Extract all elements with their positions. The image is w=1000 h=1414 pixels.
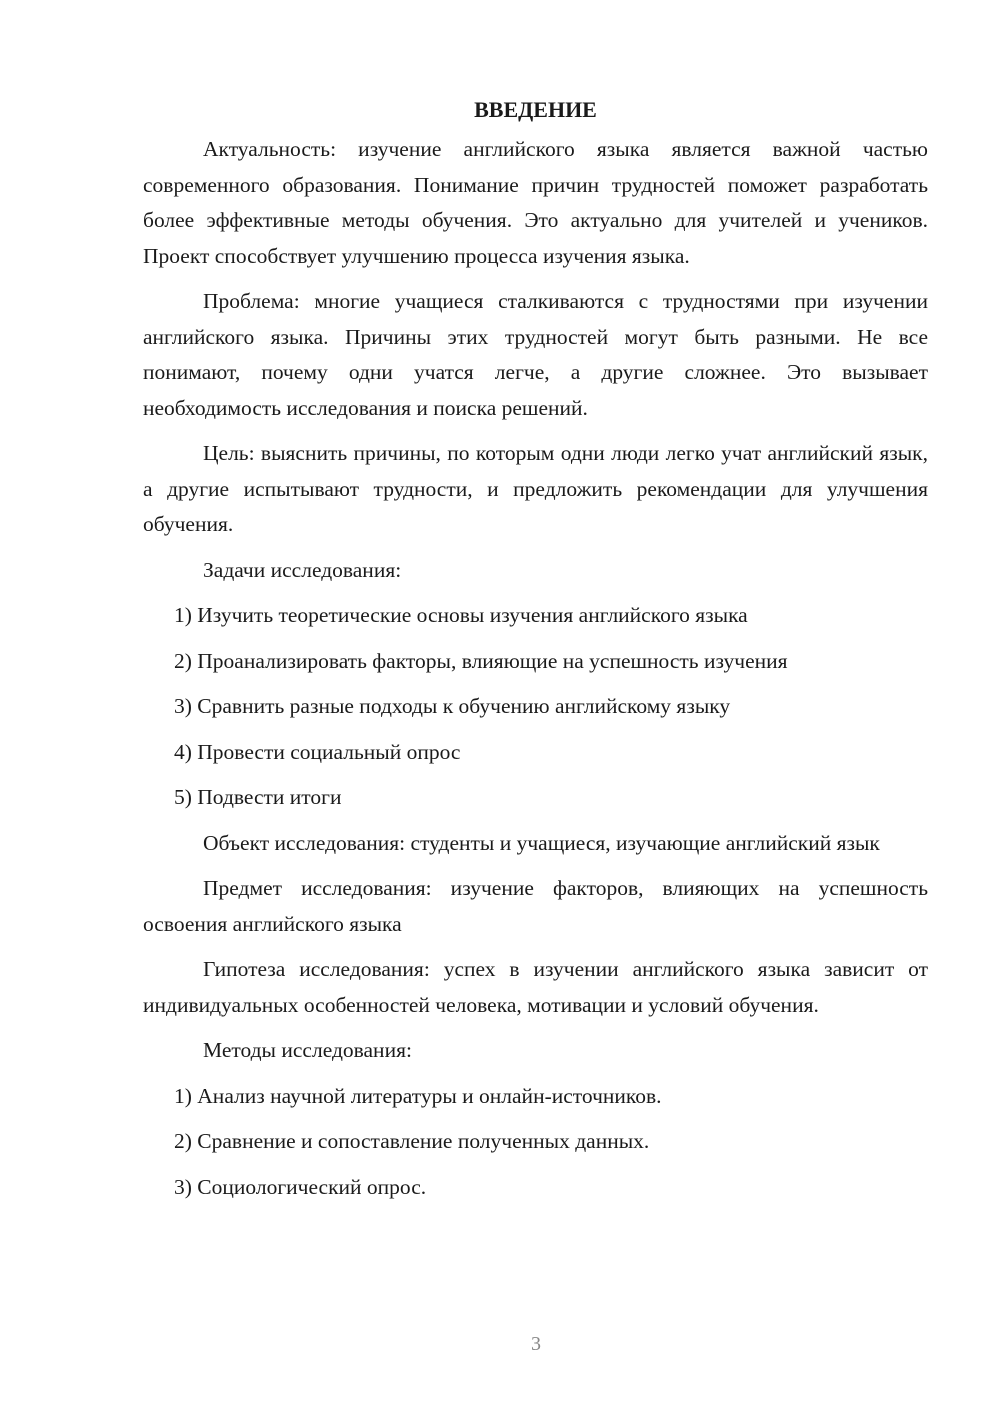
list-item: 3) Социологический опрос. — [174, 1174, 427, 1199]
object-paragraph: Объект исследования: студенты и учащиеся, изучающие английский язык — [203, 830, 880, 855]
document-page — [143, 92, 928, 1215]
tasks-list — [143, 598, 928, 816]
list-item: 2) Проанализировать факторы, влияющие на успешность изучения — [174, 648, 788, 673]
list-item: 1) Анализ научной литературы и онлайн-источников. — [174, 1083, 662, 1108]
hypothesis-paragraph: Гипотеза исследования: успех в изучении английского языка зависит от индивидуальных особенностей человека, мотивации и условий обучения. — [143, 957, 928, 1017]
goal-paragraph: Цель: выяснить причины, по которым одни люди легко учат английский язык, а другие испытывают трудности, и предложить рекомендации для улучшения обучения. — [143, 441, 928, 536]
list-item: 2) Сравнение и сопоставление полученных данных. — [174, 1129, 650, 1153]
problem-paragraph: Проблема: многие учащиеся сталкиваются с трудностями при изучении английского языка. Причины этих трудностей могут быть разными. Не все понимают, почему одни учатся легче, а другие сложнее. Это вызывает необходимость исследования и поиска решений. — [143, 289, 928, 420]
list-item: 4) Провести социальный опрос — [174, 739, 461, 764]
relevance-paragraph: Актуальность: изучение английского языка является важной частью современного образования. Понимание причин трудностей поможет разработать более эффективные методы обучения. Это актуально для учителей и учеников. Проект способствует улучшению процесса изучения языка. — [143, 137, 928, 268]
list-item: 1) Изучить теоретические основы изучения английского языка — [174, 603, 748, 627]
list-item: 3) Сравнить разные подходы к обучению английскому языку — [174, 694, 731, 718]
section-title: ВВЕДЕНИЕ — [474, 97, 597, 122]
methods-list — [143, 1079, 928, 1206]
subject-paragraph: Предмет исследования: изучение факторов, влияющих на успешность освоения английского языка — [143, 876, 928, 936]
tasks-heading: Задачи исследования: — [203, 557, 402, 582]
page-number: 3 — [531, 1333, 541, 1355]
list-item: 5) Подвести итоги — [174, 785, 342, 809]
methods-heading: Методы исследования: — [203, 1038, 412, 1062]
